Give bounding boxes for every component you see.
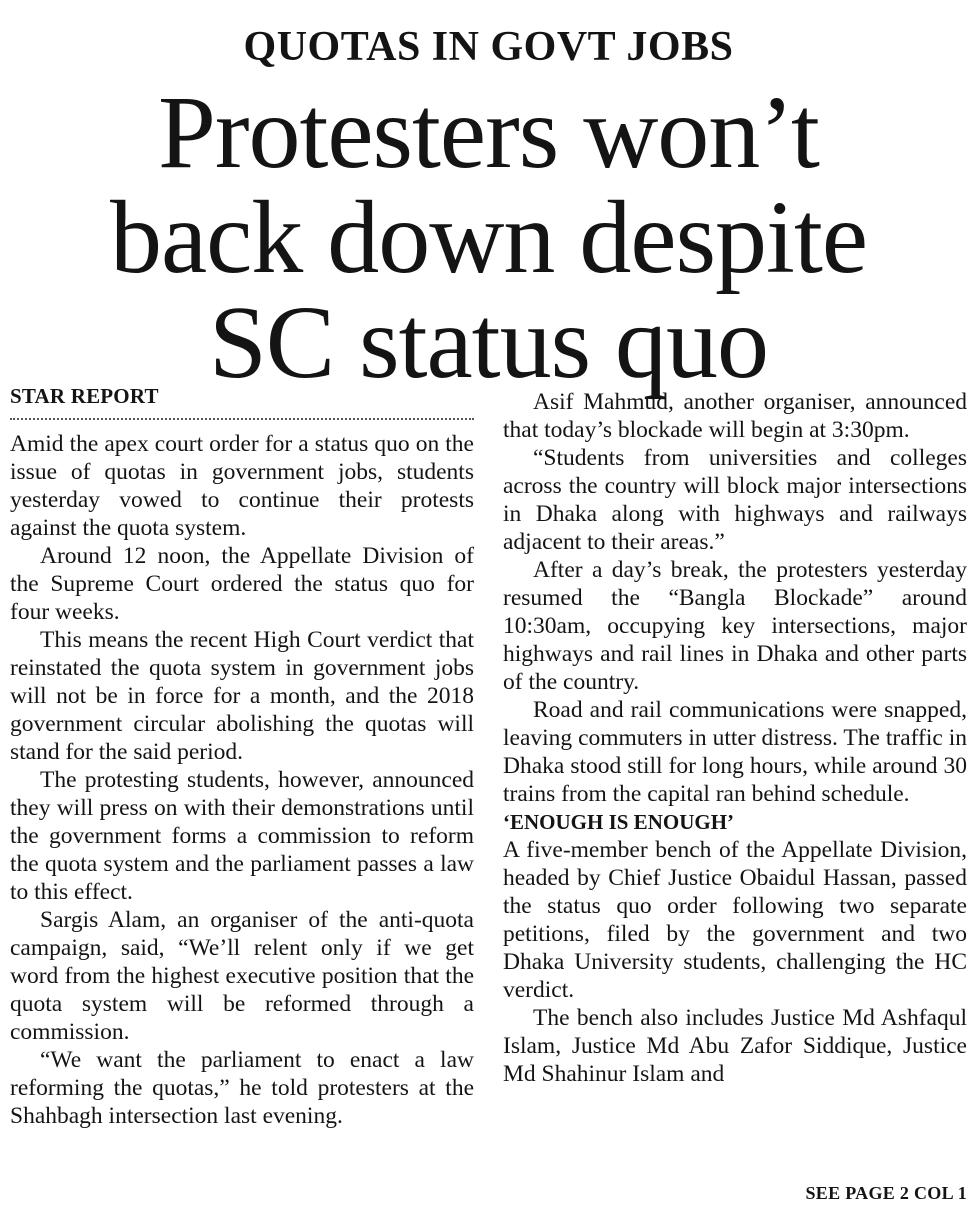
paragraph: “Students from universities and colleges across the country will block major intersections in Dhaka along with highways and railways adjacent to their areas.” — [503, 445, 967, 555]
continuation-jump-line: SEE PAGE 2 COL 1 — [805, 1183, 967, 1203]
headline-line-2: back down despite — [109, 180, 867, 295]
byline: STAR REPORT — [10, 384, 474, 420]
paragraph: The bench also includes Justice Md Ashfaqul Islam, Justice Md Abu Zafor Siddique, Justice Md Shahinur Islam and — [503, 1005, 967, 1087]
paragraph: Asif Mahmud, another organiser, announced that today’s blockade will begin at 3:30pm. — [503, 389, 967, 443]
paragraph: Around 12 noon, the Appellate Division of the Supreme Court ordered the status quo for four weeks. — [10, 543, 474, 625]
paragraph: A five-member bench of the Appellate Division, headed by Chief Justice Obaidul Hassan, passed the status quo order following two separate petitions, filed by the government and two Dhaka University students, challenging the HC verdict. — [503, 837, 967, 1003]
paragraph: Sargis Alam, an organiser of the anti-quota campaign, said, “We’ll relent only if we get word from the highest executive position that the quota system will be reformed through a commission. — [10, 907, 474, 1045]
section-kicker: QUOTAS IN GOVT JOBS — [243, 24, 734, 70]
headline-line-1: Protesters won’t — [158, 75, 819, 190]
headline-line-3: SC status quo — [208, 285, 769, 400]
subheading: ‘ENOUGH IS ENOUGH’ — [503, 810, 735, 834]
paragraph: The protesting students, however, announced they will press on with their demonstrations until the government forms a commission to reform the quota system and the parliament passes a law to this effect. — [10, 767, 474, 905]
paragraph: After a day’s break, the protesters yesterday resumed the “Bangla Blockade” around 10:30am, occupying key intersections, major highways and rail lines in Dhaka and other parts of the country. — [503, 557, 967, 695]
paragraph: “We want the parliament to enact a law reforming the quotas,” he told protesters at the Shahbagh intersection last evening. — [10, 1047, 474, 1129]
paragraph: Amid the apex court order for a status quo on the issue of quotas in government jobs, students yesterday vowed to continue their protests against the quota system. — [10, 431, 474, 541]
paragraph: This means the recent High Court verdict that reinstated the quota system in government jobs will not be in force for a month, and the 2018 government circular abolishing the quotas will stand for the said period. — [10, 627, 474, 765]
left-column — [10, 384, 474, 1130]
right-column — [503, 388, 967, 1088]
paragraph: Road and rail communications were snapped, leaving commuters in utter distress. The traffic in Dhaka stood still for long hours, while around 30 trains from the capital ran behind schedule. — [503, 697, 967, 807]
